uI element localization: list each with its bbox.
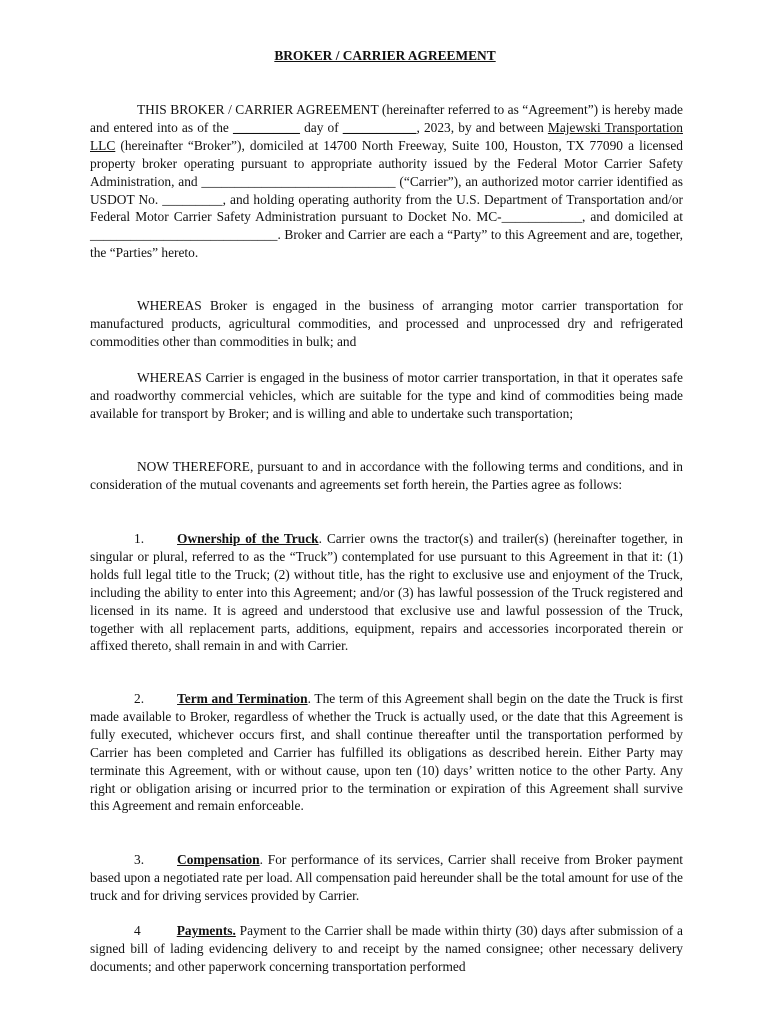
section-heading: Ownership of the Truck <box>177 531 319 546</box>
section-3: 3. Compensation. For performance of its services, Carrier shall receive from Broker payment based upon a negotiated rate per load. All compensation paid hereunder shall be the total amount for use of the truck and for driving services provided by Carrier. <box>90 852 683 903</box>
document-title: BROKER / CARRIER AGREEMENT <box>274 48 496 63</box>
section-heading: Payments. <box>176 923 236 938</box>
blank-month: ___________ <box>342 119 417 135</box>
section-number: 4 <box>134 923 141 938</box>
section-heading: Compensation <box>177 852 260 867</box>
now-therefore-paragraph: NOW THEREFORE, pursuant to and in accordance with the following terms and conditions, and in consideration of the mutual covenants and agreements set forth herein, the Parties agree as follows: <box>90 459 683 492</box>
section-number: 2. <box>134 691 145 706</box>
blank-domicile: ____________________________ <box>90 227 278 243</box>
intro-paragraph: THIS BROKER / CARRIER AGREEMENT (hereinafter referred to as “Agreement”) is hereby made and entered into as of the __________ day of ___________, 2023, by and between Majewski Transportation LLC (hereinafter “Broker”), domiciled at 14700 North Freeway, Suite 100, Houston, TX 77090 a licensed property broker operating pursuant to appropriate authority issued by the Federal Motor Carrier Safety Administration, and _____________________________ (“Carrier”), an authorized motor carrier identified as USDOT No. _________, and holding operating authority from the U.S. Department of Transportation and/or Federal Motor Carrier Safety Administration pursuant to Docket No. MC-____________, and domiciled at ____________________________. Broker and Carrier are each a “Party” to this Agreement and are, together, the “Parties” hereto. <box>90 102 683 261</box>
blank-carrier: _____________________________ <box>201 173 396 189</box>
section-2: 2. Term and Termination. The term of this Agreement shall begin on the date the Truck is first made available to Broker, regardless of whether the Truck is actually used, or the date that this Agreement is fully executed, whichever occurs first, and shall continue thereafter until the transportation performed by Carrier has been completed and Carrier has fulfilled its obligations as described herein. Either Party may terminate this Agreement, with or without cause, upon ten (10) days’ written notice to the other Party. Any right or obligation arising or incurred prior to the termination or expiration of this Agreement shall survive this Agreement and remain enforceable. <box>90 691 684 814</box>
section-1: 1. Ownership of the Truck. Carrier owns the tractor(s) and trailer(s) (hereinafter together, in singular or plural, referred to as the “Truck”) contemplated for use pursuant to this Agreement in that it: (1) holds full legal title to the Truck; (2) without title, has the right to exclusive use and enjoyment of the Truck, including the ability to enter into this Agreement; and/or (3) has lawful possession of the Truck registered and licensed in its name. It is agreed and understood that exclusive use and lawful possession of the Truck, together with all replacement parts, additions, equipment, repairs and accessories incorporated therein or affixed thereto, shall remain in and with Carrier. <box>90 531 683 654</box>
section-number: 3. <box>134 852 145 867</box>
whereas-broker-paragraph: WHEREAS Broker is engaged in the business of arranging motor carrier transportation for manufactured products, agricultural commodities, and processed and unprocessed dry and refrigerated commodities other than commodities in bulk; and <box>90 298 683 349</box>
broker-name: Majewski Transportation LLC <box>90 119 683 153</box>
whereas-carrier-paragraph: WHEREAS Carrier is engaged in the business of motor carrier transportation, in that it operates safe and roadworthy commercial vehicles, which are suitable for the type and kind of commodities being made available for transport by Broker; and is willing and able to undertake such transportation; <box>90 370 683 421</box>
section-4: 4 Payments. Payment to the Carrier shall be made within thirty (30) days after submission of a signed bill of lading evidencing delivery to and receipt by the named consignee; other necessary delivery documents; and other paperwork concerning transportation performed <box>90 923 683 974</box>
section-number: 1. <box>134 531 145 546</box>
blank-day: __________ <box>232 119 300 135</box>
section-heading: Term and Termination <box>177 691 308 706</box>
blank-usdot: _________ <box>162 191 223 207</box>
blank-mc: ____________ <box>501 209 582 225</box>
